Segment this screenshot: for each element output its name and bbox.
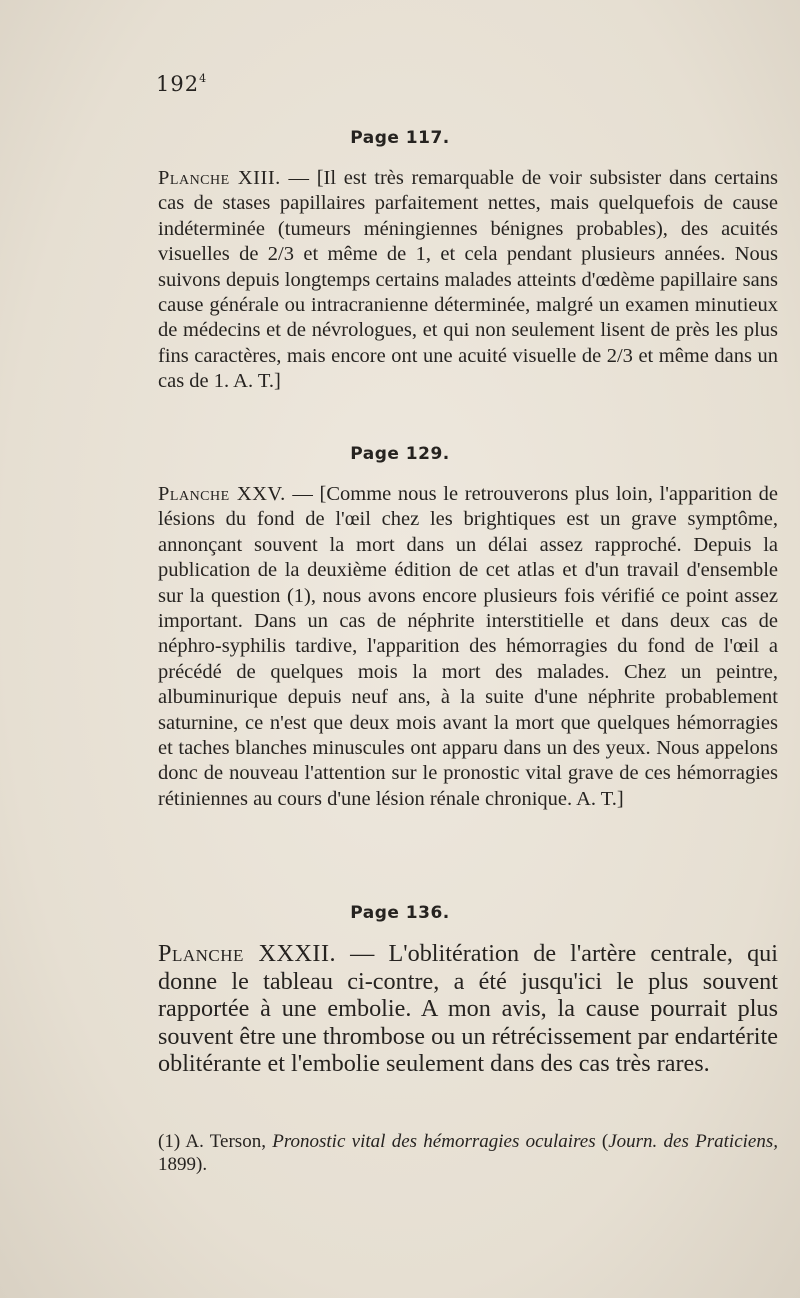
- paragraph-text: — [Comme nous le retrouverons plus loin, l'apparition de lésions du fond de l'œil chez les brightiques est un grave symptôme, annonçant souvent la mort dans un délai assez rapproché. Depuis la publication de la deuxième édition de cet atlas et d'un travail d'ensemble sur la question (1), nous avons encore plusieurs fois vérifié ce point assez important. Dans un cas de néphrite interstitielle et dans deux cas de néphro-syphilis tardive, l'apparition des hémorragies du fond de l'œil a précédé de quelques mois la mort des malades. Chez un peintre, albuminurique depuis neuf ans, à la suite d'une néphrite probablement saturnine, ce n'est que deux mois avant la mort que quelques hémorragies et taches blanches minuscules ont apparu dans un des yeux. Nous appelons donc de nouveau l'attention sur le pronostic vital grave de ces hémorragies rétiniennes au cours d'une lésion rénale chronique. A. T.]: [158, 483, 779, 810]
- paragraph-text: — L'oblitération de l'artère centrale, qui donne le tableau ci-contre, a été jusqu'ici le plus souvent rapportée à une embolie. A mon avis, la cause pourrait plus souvent être une thrombose ou un rétrécissement par endartérite oblitérante et l'embolie seulement dans des cas très rares.: [158, 940, 778, 1078]
- page-number: [156, 72, 207, 96]
- plate-label: Planche XXXII.: [158, 940, 337, 967]
- section-heading-page-129: Page 129.: [350, 444, 450, 464]
- plate-label: Planche XIII.: [158, 167, 281, 189]
- footnote-title: Pronostic vital des hémorragies oculaires: [272, 1131, 596, 1152]
- paragraph-planche-xxxii: [158, 940, 778, 1078]
- footnote: [158, 1130, 778, 1176]
- paragraph-text: — [Il est très remarquable de voir subsister dans certains cas de stases papillaires parfaitement nettes, mais quelquefois de cause indéterminée (tumeurs méningiennes bénignes probables), des acuités visuelles de 2/3 et même de 1, et cela pendant plusieurs années. Nous suivons depuis longtemps certains malades atteints d'œdème papillaire sans cause générale ou intracranienne déterminée, malgré un examen minutieux de médecins et de névrologues, et qui non seulement lisent de près les plus fins caractères, mais encore ont une acuité visuelle de 2/3 et même dans un cas de 1. A. T.]: [158, 167, 778, 393]
- plate-label: Planche XXV.: [158, 483, 286, 505]
- footnote-journal: Journ. des Praticiens,: [608, 1131, 778, 1152]
- section-heading-page-136: Page 136.: [350, 903, 450, 923]
- footnote-middle: (: [595, 1131, 609, 1152]
- page-number-superscript: 4: [199, 72, 208, 85]
- page-number-value: 192: [156, 72, 200, 96]
- paragraph-planche-xiii: [158, 166, 778, 395]
- section-heading-page-117: Page 117.: [350, 128, 450, 148]
- footnote-marker: (1) A. Terson,: [158, 1131, 273, 1152]
- footnote-tail: 1899).: [158, 1154, 208, 1175]
- paragraph-planche-xxv: [158, 482, 778, 812]
